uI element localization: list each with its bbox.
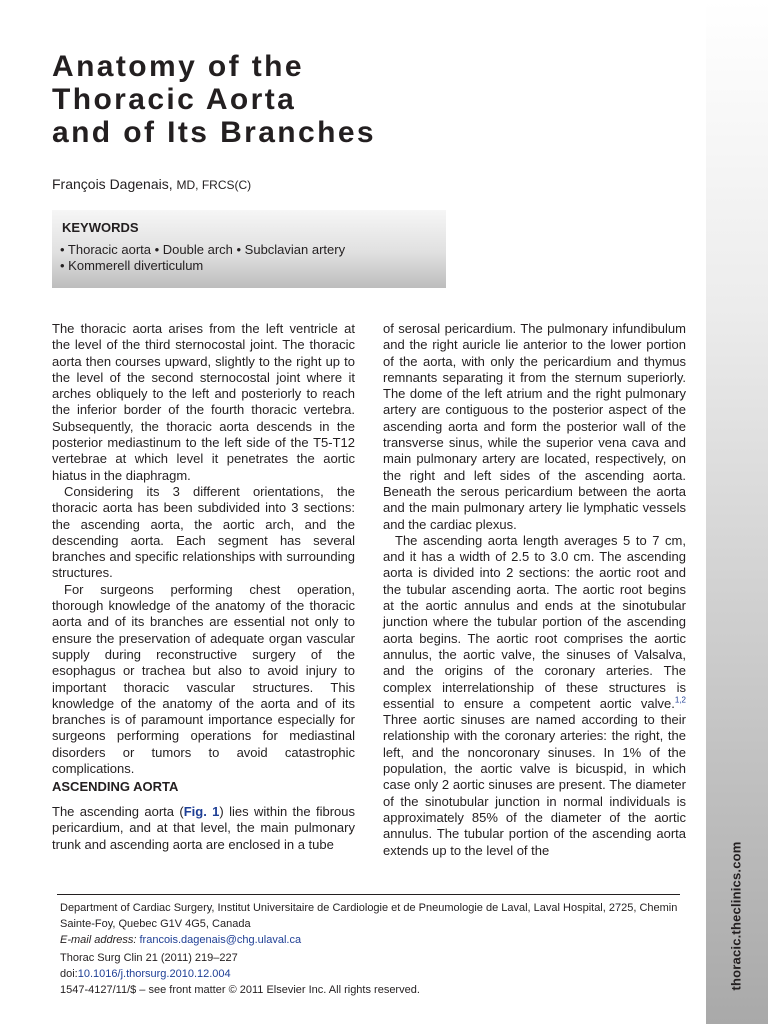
author-degrees: MD, FRCS(C) bbox=[176, 178, 252, 192]
email-line bbox=[60, 932, 680, 948]
paragraph: For surgeons performing chest operation, thorough knowledge of the anatomy of the thoracic aorta and of its branches are essential not only to ensure the preservation of adequate organ vascular supply during reconstructive surgery of the esophagus or trachea but also to avoid injury to important thoracic vascular structures. This knowledge of the anatomy of the aorta and of its branches is of paramount importance especially for surgeons performing operations for mediastinal disorders or tumors to avoid catastrophic complications. bbox=[52, 581, 355, 777]
text-run: ) lies within the fibrous pericardium, and at that level, the main pulmonary trunk and ascending aorta are enclosed in a tube bbox=[52, 804, 355, 852]
right-column bbox=[383, 321, 686, 859]
section-heading: ASCENDING AORTA bbox=[52, 779, 179, 794]
left-column bbox=[52, 321, 355, 777]
paragraph bbox=[383, 533, 686, 859]
paragraph bbox=[52, 804, 355, 853]
journal-url-link[interactable]: thoracic.theclinics.com bbox=[728, 841, 744, 991]
title-line-3: and of Its Branches bbox=[52, 116, 376, 149]
copyright: 1547-4127/11/$ – see front matter © 2011 Elsevier Inc. All rights reserved. bbox=[60, 984, 420, 996]
doi-label: doi: bbox=[60, 968, 78, 980]
title-line-2: Thoracic Aorta bbox=[52, 83, 297, 116]
affiliation-block bbox=[60, 900, 680, 948]
doi-line bbox=[60, 966, 680, 982]
keywords-line-1: • Thoracic aorta • Double arch • Subclavian artery bbox=[60, 242, 346, 257]
email-label: E-mail address: bbox=[60, 934, 137, 946]
paragraph: Considering its 3 different orientations, the thoracic aorta has been subdivided into 3 sections: the ascending aorta, the aortic arch, and the descending aorta. Each segment has several branches and specific relationships with surrounding structures. bbox=[52, 483, 355, 581]
citation-block bbox=[60, 950, 680, 998]
article-title bbox=[52, 50, 612, 149]
author-line bbox=[52, 176, 251, 192]
citation-link[interactable]: 1,2 bbox=[674, 695, 686, 705]
keywords-box bbox=[52, 210, 446, 288]
paragraph: The thoracic aorta arises from the left ventricle at the level of the third sternocostal joint. The thoracic aorta then courses upward, slightly to the right up to the level of the second sternocostal joint where it arches obliquely to the left and posteriorly to reach the inferior border of the fourth thoracic vertebra. Subsequently, the thoracic aorta descends in the posterior mediastinum to the left side of the T5-T12 vertebrae at which level it penetrates the aortic hiatus in the diaphragm. bbox=[52, 321, 355, 483]
text-run: Three aortic sinuses are named according to their relationship with the coronary arteries: the right, the left, and the noncoronary sinuses. In 1% of the population, the aortic valve is bicuspid, in which case only 2 aortic sinuses are present. The diameter of the sinotubular junction in normal individuals is approximately 85% of the diameter of the aortic annulus. The tubular portion of the ascending aorta extends up to the level of the bbox=[383, 712, 686, 858]
footer-divider bbox=[57, 894, 680, 895]
figure-reference-link[interactable]: Fig. 1 bbox=[183, 804, 220, 819]
author-name: François Dagenais, bbox=[52, 176, 173, 192]
left-column-continued bbox=[52, 804, 355, 853]
paragraph: of serosal pericardium. The pulmonary infundibulum and the right auricle lie anterior to the lower portion of the aorta, with only the pericardium and thymus remnants separating it from the sternum superiorly. The dome of the left atrium and the right pulmonary artery are contiguous to the posterior aspect of the ascending aorta and form the posterior wall of the transverse sinus, while the superior vena cava and main pulmonary artery are located, respectively, on the right and left sides of the ascending aorta. Beneath the serous pericardium between the aorta and the main pulmonary artery lie lymphatic vessels and the cardiac plexus. bbox=[383, 321, 686, 532]
email-link[interactable]: francois.dagenais@chg.ulaval.ca bbox=[139, 934, 302, 946]
keywords-heading: KEYWORDS bbox=[62, 220, 139, 235]
text-run: The ascending aorta ( bbox=[52, 804, 184, 819]
doi-link[interactable]: 10.1016/j.thorsurg.2010.12.004 bbox=[77, 968, 231, 980]
affiliation: Department of Cardiac Surgery, Institut Universitaire de Cardiologie et de Pneumologie de Laval, Laval Hospital, 2725, Chemin Sainte-Foy, Quebec G1V 4G5, Canada bbox=[60, 902, 678, 930]
journal-citation: Thorac Surg Clin 21 (2011) 219–227 bbox=[60, 952, 238, 964]
keywords-line-2: • Kommerell diverticulum bbox=[60, 258, 204, 273]
text-run: The ascending aorta length averages 5 to 7 cm, and it has a width of 2.5 to 3.0 cm. The ascending aorta is divided into 2 sections: the aortic root and the tubular ascending aorta. The aortic root begins at the aortic annulus and ends at the sinotubular junction where the tubular portion of the ascending aorta begins. The aortic root comprises the aortic annulus, the aortic valve, the sinuses of Valsalva, and the origins of the coronary arteries. The complex interrelationship of these structures is essential to ensure a competent aortic valve. bbox=[383, 532, 686, 711]
title-line-1: Anatomy of the bbox=[52, 50, 304, 83]
